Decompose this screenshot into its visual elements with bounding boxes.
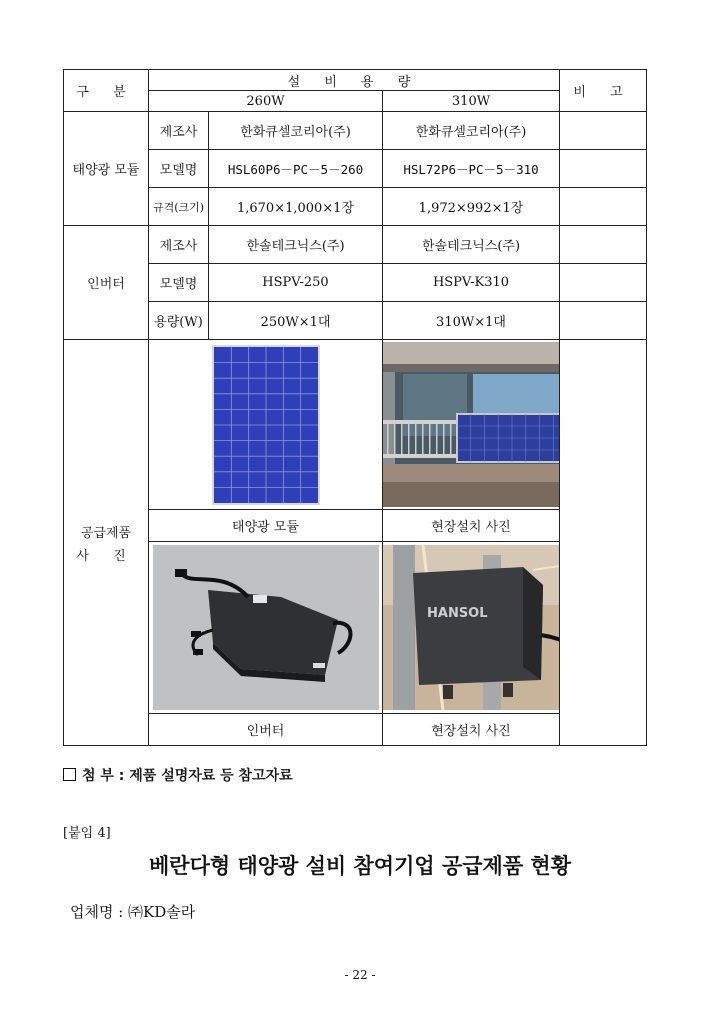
module-model-260: HSL60P6－PC－5－260 <box>209 150 383 188</box>
module-maker-310: 한화큐셀코리아(주) <box>383 112 560 150</box>
note-cell <box>560 226 647 264</box>
caption-installation-1: 현장설치 사진 <box>383 510 560 542</box>
solar-panel-image <box>212 345 320 505</box>
appendix-label: [붙임 4] <box>63 826 111 841</box>
inverter-maker-260: 한솔테크닉스(주) <box>209 226 383 264</box>
inverter-capacity-310: 310W×1대 <box>383 302 560 340</box>
row-label: 모델명 <box>149 264 209 302</box>
header-category: 구 분 <box>64 70 149 112</box>
inverter-maker-310: 한솔테크닉스(주) <box>383 226 560 264</box>
checkbox-square-icon <box>63 768 76 781</box>
group-solar-module: 태양광 모듈 <box>64 112 149 226</box>
header-capacity: 설 비 용 량 <box>149 70 560 91</box>
note-cell <box>560 302 647 340</box>
inverter-photo <box>149 542 383 714</box>
row-label: 모델명 <box>149 150 209 188</box>
caption-solar-module: 태양광 모듈 <box>149 510 383 542</box>
row-label: 규격(크기) <box>149 188 209 226</box>
installation-photo-2 <box>383 542 560 714</box>
note-cell <box>560 340 647 746</box>
inverter-installation-image <box>383 545 560 710</box>
caption-inverter: 인버터 <box>149 714 383 746</box>
row-label: 제조사 <box>149 226 209 264</box>
group-inverter: 인버터 <box>64 226 149 340</box>
attachment-note <box>63 765 293 785</box>
inverter-brand-mark: HANSOL <box>427 606 488 621</box>
module-size-310: 1,972×992×1장 <box>383 188 560 226</box>
balcony-installation-image <box>383 342 560 507</box>
module-maker-260: 한화큐셀코리아(주) <box>209 112 383 150</box>
row-label: 용량(W) <box>149 302 209 340</box>
inverter-model-310: HSPV-K310 <box>383 264 560 302</box>
note-cell <box>560 150 647 188</box>
spec-table <box>63 69 647 746</box>
solar-module-photo <box>149 340 383 510</box>
group-photos-line2: 사 진 <box>76 548 136 564</box>
header-cap-260w: 260W <box>149 91 383 112</box>
page-heading: 베란다형 태양광 설비 참여기업 공급제품 현황 <box>149 854 571 878</box>
header-note: 비 고 <box>560 70 647 112</box>
note-cell <box>560 264 647 302</box>
inverter-image <box>153 545 379 710</box>
caption-installation-2: 현장설치 사진 <box>383 714 560 746</box>
page-number: - 22 - <box>344 968 376 982</box>
row-label: 제조사 <box>149 112 209 150</box>
group-product-photos <box>64 340 149 746</box>
company-name: 업체명 : ㈜KD솔라 <box>70 903 196 921</box>
group-photos-line1: 공급제품 <box>80 525 132 541</box>
module-size-260: 1,670×1,000×1장 <box>209 188 383 226</box>
inverter-capacity-260: 250W×1대 <box>209 302 383 340</box>
note-cell <box>560 188 647 226</box>
inverter-model-260: HSPV-250 <box>209 264 383 302</box>
note-cell <box>560 112 647 150</box>
module-model-310: HSL72P6－PC－5－310 <box>383 150 560 188</box>
header-cap-310w: 310W <box>383 91 560 112</box>
attachment-text: 첨 부 : 제품 설명자료 등 참고자료 <box>82 768 293 784</box>
installation-photo-1 <box>383 340 560 510</box>
